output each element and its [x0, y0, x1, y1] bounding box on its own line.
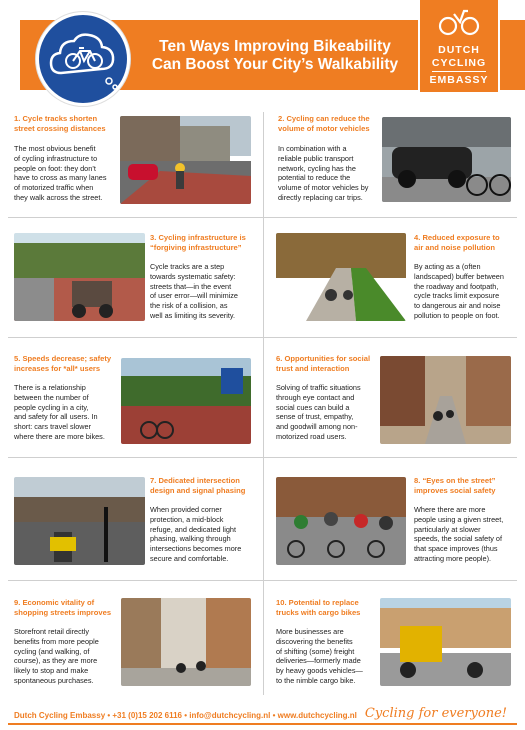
text-line: landscaped) buffer between	[414, 271, 504, 281]
tip-body	[150, 505, 262, 564]
text-line: directly replacing car trips.	[278, 192, 363, 202]
text-line: motorized road users.	[276, 431, 347, 441]
text-line: to the nimble cargo bike.	[276, 675, 356, 685]
photo-landscaped-buffer	[276, 233, 406, 321]
text-line: people using a given street,	[414, 514, 504, 524]
tip-body	[414, 262, 518, 321]
text-line: where there are more bikes.	[14, 431, 105, 441]
photo-cargo-bike	[380, 598, 511, 686]
footer-bar	[8, 723, 517, 725]
text-line: increases for *all* users	[14, 364, 101, 373]
photo-speeds-decrease	[121, 358, 251, 444]
photo-car-and-bike	[382, 117, 511, 202]
tip-heading	[276, 598, 386, 618]
title-line-1: Ten Ways Improving Bikeability	[159, 38, 391, 55]
text-line: volume of motor vehicles	[278, 124, 370, 133]
text-line: trucks with cargo bikes	[276, 608, 361, 617]
text-line: have to cross as many lanes	[14, 173, 107, 183]
text-line: the roadway and footpath,	[414, 281, 499, 291]
text-line: sense of trust, empathy,	[276, 412, 354, 422]
text-line: streets that—in the event	[150, 281, 232, 291]
text-line: Where there are more	[414, 505, 486, 514]
text-line: 4. Reduced exposure to	[414, 233, 500, 242]
text-line: cycling (and walking, of	[14, 646, 90, 656]
text-line: 5. Speeds decrease; safety	[14, 354, 112, 363]
logo-word-dutch: DUTCH	[438, 44, 480, 56]
text-line: network, cycling has the	[278, 163, 356, 173]
tip-body	[276, 383, 388, 442]
text-line: and goodwill among non-	[276, 422, 358, 432]
text-line: and safety for all users. In	[14, 412, 98, 422]
text-line: 7. Dedicated intersection	[150, 476, 240, 485]
text-line: of shifting (some) freight	[276, 646, 355, 656]
tip-body	[414, 505, 520, 564]
cloud-bicycle-logo-icon	[36, 12, 130, 106]
text-line: Storefront retail directly	[14, 627, 90, 636]
logo-word-cycling: CYCLING	[431, 57, 487, 69]
text-line: particularly at slower	[414, 524, 481, 534]
text-line: 9. Economic vitality of	[14, 598, 95, 607]
text-line: shopping streets improves	[14, 608, 112, 617]
photo-street-crossing	[120, 116, 251, 204]
text-line: to dangerous air and noise	[414, 301, 501, 311]
text-line: through eye contact and	[276, 392, 355, 402]
text-line: design and signal phasing	[150, 486, 246, 495]
text-line: cycle tracks limit exposure	[414, 291, 500, 301]
tip-heading	[414, 476, 524, 496]
footer-contact: Dutch Cycling Embassy • +31 (0)15 202 6116 • info@dutchcycling.nl • www.dutchcycling.nl	[14, 711, 357, 720]
tip-heading	[150, 476, 260, 496]
text-line: people cycling in a city,	[14, 402, 89, 412]
tip-heading	[14, 598, 124, 618]
text-line: “forgiving infrastructure”	[150, 243, 242, 252]
text-line: speeds, the social safety of	[414, 534, 503, 544]
text-line: phasing, walking through	[150, 534, 231, 544]
text-line: 2. Cycling can reduce the	[278, 114, 370, 123]
text-line: 10. Potential to replace	[276, 598, 359, 607]
photo-intersection	[14, 477, 145, 565]
text-line: air and noise pollution	[414, 243, 496, 252]
tip-heading	[14, 114, 134, 134]
text-line: short: cars travel slower	[14, 422, 92, 432]
photo-forgiving-infrastructure	[14, 233, 145, 321]
text-line: refuge, and dedicated light	[150, 524, 237, 534]
tip-body	[278, 144, 396, 203]
tip-heading	[276, 354, 386, 374]
photo-shopping-street	[121, 598, 251, 686]
text-line: deliveries—formerly made	[276, 656, 361, 666]
text-line: potential to reduce the	[278, 173, 351, 183]
text-line: of user error—will minimize	[150, 291, 238, 301]
text-line: social cues can build a	[276, 402, 350, 412]
text-line: By acting as a (often	[414, 262, 481, 271]
text-line: people on foot: they don’t	[14, 163, 96, 173]
text-line: 1. Cycle tracks shorten	[14, 114, 98, 123]
tip-heading	[278, 114, 398, 134]
text-line: 6. Opportunities for social	[276, 354, 371, 363]
tip-body	[14, 627, 122, 686]
text-line: of cycling infrastructure to	[14, 153, 98, 163]
text-line: When provided corner	[150, 505, 222, 514]
text-line: the risk of a collision, as	[150, 301, 228, 311]
text-line: 8. “Eyes on the street”	[414, 476, 496, 485]
text-line: volume of motor vehicles by	[278, 183, 369, 193]
footer-slogan: Cycling for everyone!	[364, 706, 507, 721]
tip-body	[14, 383, 122, 442]
text-line: The most obvious benefit	[14, 144, 96, 153]
footer	[0, 700, 525, 730]
tip-body	[150, 262, 262, 321]
text-line: improves social safety	[414, 486, 496, 495]
text-line: pollution to people on foot.	[414, 310, 500, 320]
text-line: well as limiting its severity.	[150, 310, 236, 320]
text-line: Cycle tracks are a step	[150, 262, 225, 271]
text-line: trust and interaction	[276, 364, 350, 373]
header	[0, 0, 525, 100]
column-divider	[263, 112, 264, 695]
dutch-cycling-embassy-logo	[418, 0, 500, 92]
text-line: street crossing distances	[14, 124, 106, 133]
text-line: spontaneous purchases.	[14, 675, 94, 685]
text-line: secure and comfortable.	[150, 553, 229, 563]
text-line: Solving of traffic situations	[276, 383, 361, 392]
text-line: 3. Cycling infrastructure is	[150, 233, 246, 242]
bicycle-logo-icon	[438, 8, 480, 38]
text-line: reliable public transport	[278, 153, 354, 163]
text-line: likely to stop and make	[14, 666, 89, 676]
text-line: benefits from more people	[14, 636, 99, 646]
text-line: course), as they are more	[14, 656, 98, 666]
logo-divider	[432, 71, 486, 72]
text-line: intersections becomes more	[150, 544, 242, 554]
tip-body	[276, 627, 384, 686]
text-line: protection, a mid-block	[150, 514, 224, 524]
tip-heading	[414, 233, 524, 253]
logo-word-embassy: EMBASSY	[429, 74, 489, 86]
text-line: In combination with a	[278, 144, 347, 153]
page-title	[130, 38, 420, 74]
photo-eyes-on-street	[276, 477, 406, 565]
text-line: towards systematic safety:	[150, 271, 236, 281]
text-line: There is a relationship	[14, 383, 86, 392]
title-line-2: Can Boost Your City’s Walkability	[151, 56, 399, 73]
text-line: of motorized traffic when	[14, 183, 94, 193]
text-line: between the number of	[14, 392, 89, 402]
tip-heading	[14, 354, 124, 374]
text-line: that space improves (thus	[414, 544, 498, 554]
tip-body	[14, 144, 126, 203]
text-line: discovering the benefits	[276, 636, 353, 646]
tip-heading	[150, 233, 270, 253]
text-line: attracting more people).	[414, 553, 492, 563]
text-line: they walk across the street.	[14, 192, 103, 202]
photo-social-trust	[380, 356, 511, 444]
text-line: by heavy goods vehicles—	[276, 666, 363, 676]
text-line: More businesses are	[276, 627, 344, 636]
